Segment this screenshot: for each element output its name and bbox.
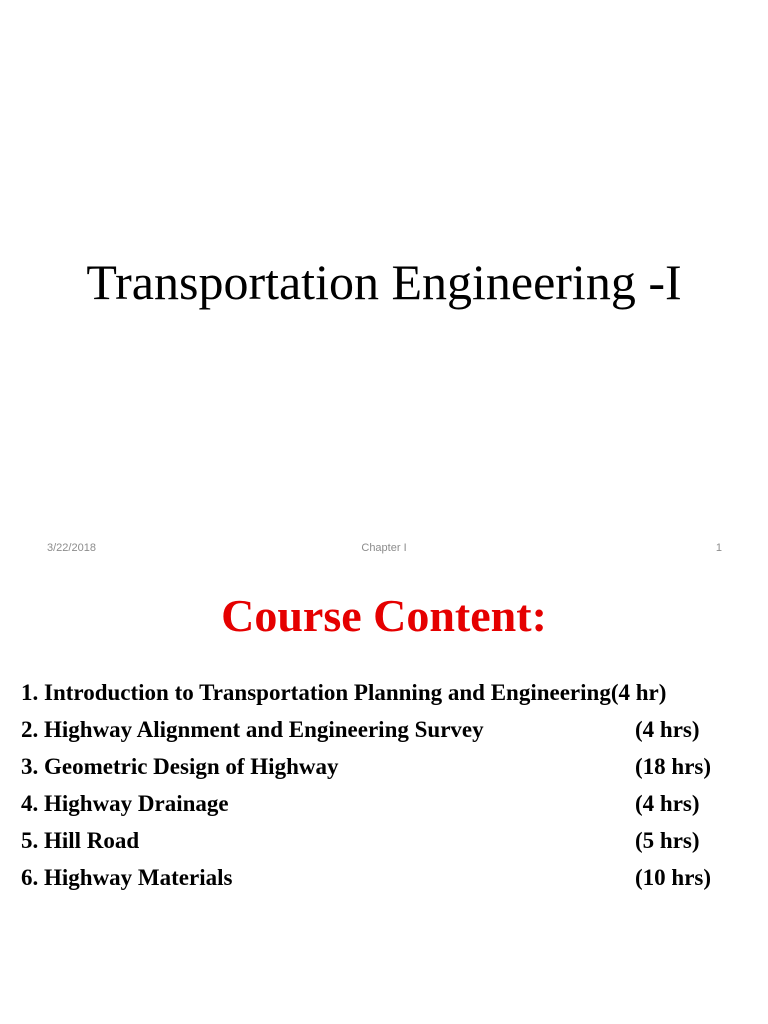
list-item — [21, 711, 751, 748]
item-number: 2. — [21, 717, 44, 742]
slide-title: Transportation Engineering -I — [86, 254, 682, 310]
list-item — [21, 785, 751, 822]
footer-date: 3/22/2018 — [47, 542, 96, 554]
item-number: 1. — [21, 680, 44, 705]
item-number: 6. — [21, 865, 44, 890]
item-number: 3. — [21, 754, 44, 779]
list-item — [21, 859, 751, 896]
course-content-list — [21, 674, 751, 896]
item-hours: (10 hrs) — [635, 865, 712, 890]
item-topic: Hill Road — [44, 828, 140, 853]
item-number: 4. — [21, 791, 44, 816]
item-hours: (18 hrs) — [635, 754, 712, 779]
footer-page-number: 1 — [715, 542, 722, 554]
item-topic: Introduction to Transportation Planning and Engineering — [44, 680, 611, 705]
item-topic: Highway Materials — [44, 865, 233, 890]
footer-chapter: Chapter I — [361, 542, 407, 554]
slide-2 — [0, 576, 768, 1024]
item-number: 5. — [21, 828, 44, 853]
item-hours: (4 hr) — [610, 680, 667, 705]
list-item — [21, 674, 751, 711]
list-item — [21, 822, 751, 859]
course-content-heading: Course Content: — [221, 590, 547, 641]
item-hours: (4 hrs) — [635, 717, 700, 742]
list-item — [21, 748, 751, 785]
item-topic: Geometric Design of Highway — [44, 754, 339, 779]
item-topic: Highway Alignment and Engineering Survey — [44, 717, 484, 742]
item-hours: (4 hrs) — [635, 791, 700, 816]
item-topic: Highway Drainage — [44, 791, 229, 816]
item-hours: (5 hrs) — [635, 828, 700, 853]
